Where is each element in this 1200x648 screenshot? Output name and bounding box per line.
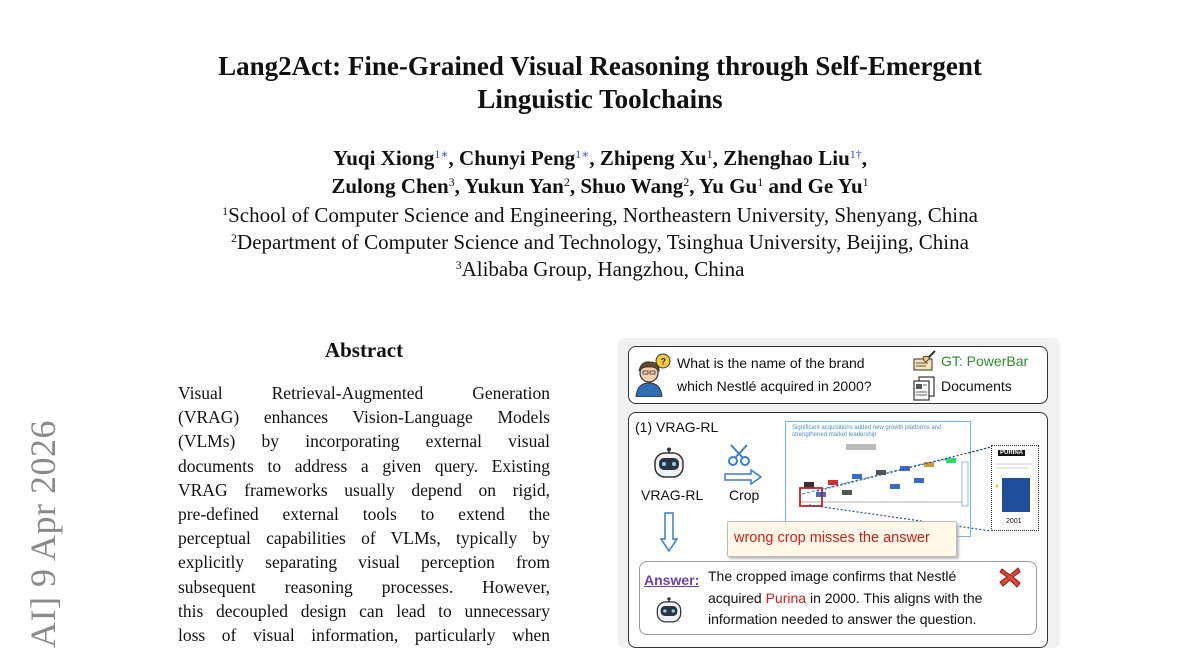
abstract-line: pre-defined external tools to extend the <box>178 504 550 525</box>
chart-caption: Significant acquisitions added new growth platforms and strengthened market leadership <box>792 425 942 438</box>
author-mark: 2 <box>563 175 570 189</box>
title-line-2: Linguistic Toolchains <box>477 84 723 114</box>
author-and: and <box>768 174 803 198</box>
author-mark: 1∗ <box>434 147 449 161</box>
author-mark: 3 <box>448 175 455 189</box>
author-mark: 2 <box>683 175 690 189</box>
author-mark: 1 <box>862 175 869 189</box>
ground-truth-label: GT: PowerBar <box>941 353 1029 369</box>
affiliation-mark: 3 <box>455 258 462 272</box>
documents-icon <box>911 375 937 401</box>
zoomed-crop-image <box>991 445 1039 531</box>
author-line-2: Zulong Chen$^3$, Yukun Yan$^2$, Shuo Wang$^2$, Yu Gu$^1$ and Ge Yu$^1$ <box>331 174 869 198</box>
answer-text: acquired <box>708 590 766 606</box>
zoom-logo-text: PURINA <box>1000 450 1024 456</box>
abstract-line: loss of visual information, particularly when <box>178 625 550 646</box>
affiliation-list <box>0 202 1200 283</box>
affiliation-mark: 1 <box>222 204 229 218</box>
author-name: Yukun Yan <box>464 174 564 198</box>
documents-label: Documents <box>941 378 1012 394</box>
author-mark: 1† <box>849 147 862 161</box>
error-callout <box>727 521 957 557</box>
author-line-1: Yuqi Xiong$^{1∗}$, Chunyi Peng$^{1∗}$, Zhipeng Xu$^1$, Zhenghao Liu$^{1\dagger}$, <box>333 146 867 170</box>
query-line-1: What is the name of the brand <box>677 355 865 371</box>
robot-icon <box>654 596 684 626</box>
right-arrow-icon <box>723 469 763 485</box>
query-line-2: which Nestlé acquired in 2000? <box>677 378 872 394</box>
abstract-line: explicitly separating visual perception from <box>178 552 550 573</box>
abstract-line: subsequent reasoning processes. However, <box>178 576 550 597</box>
author-name: Zulong Chen <box>331 174 449 198</box>
author-name: Ge Yu <box>807 174 863 198</box>
vrag-rl-panel <box>628 412 1048 648</box>
answer-line-3: information needed to answer the question. <box>708 611 977 627</box>
abstract-line: documents to address a given query. Existing <box>178 455 550 476</box>
abstract-heading: Abstract <box>324 338 404 362</box>
paper-title <box>0 50 1200 116</box>
author-name: Zhipeng Xu <box>599 146 707 170</box>
teaser-figure <box>618 338 1060 648</box>
author-name: Zhenghao Liu <box>723 146 850 170</box>
robot-icon <box>651 447 687 481</box>
arxiv-stamp: AI] 9 Apr 2026 <box>23 420 63 648</box>
answer-wrong-brand: Purina <box>765 590 807 606</box>
user-avatar-icon <box>633 353 673 397</box>
author-mark: 1∗ <box>575 147 590 161</box>
affiliation-text: School of Computer Science and Engineering, Northeastern University, Shenyang, China <box>228 203 978 227</box>
callout-text: wrong crop misses the answer <box>734 530 930 546</box>
title-line-1: Lang2Act: Fine-Grained Visual Reasoning through Self-Emergent <box>218 51 982 81</box>
abstract-body <box>178 381 550 647</box>
abstract-line: VRAG frameworks usually depend on rigid, <box>178 479 550 500</box>
author-name: Shuo Wang <box>580 174 684 198</box>
wrong-x-icon <box>998 566 1022 588</box>
abstract-line: Visual Retrieval-Augmented Generation <box>178 383 550 403</box>
author-mark: 1 <box>757 175 764 189</box>
section-label: (1) VRAG-RL <box>635 419 719 435</box>
down-arrow-icon <box>659 511 679 553</box>
query-panel <box>628 346 1048 404</box>
abstract-line: (VRAG) enhances Vision-Language Models <box>178 407 550 428</box>
author-name: Yu Gu <box>699 174 758 198</box>
svg-text:?: ? <box>660 356 666 367</box>
crop-label: Crop <box>729 487 760 503</box>
abstract-line: (VLMs) by incorporating external visual <box>178 431 550 452</box>
writing-hand-icon <box>911 349 937 373</box>
affiliation <box>0 229 1200 256</box>
answer-label: Answer: <box>644 572 700 588</box>
answer-line-2 <box>708 590 982 606</box>
affiliation-text: Alibaba Group, Hangzhou, China <box>461 257 745 281</box>
agent-label: VRAG-RL <box>641 487 704 503</box>
abstract-line: this decoupled design can lead to unnecessary <box>178 600 550 621</box>
abstract-line: perceptual capabilities of VLMs, typically by <box>178 528 550 549</box>
affiliation <box>0 256 1200 283</box>
author-name: Yuqi Xiong <box>333 146 435 170</box>
answer-line-1: The cropped image confirms that Nestlé <box>708 568 957 584</box>
author-list <box>0 144 1200 200</box>
affiliation-text: Department of Computer Science and Technology, Tsinghua University, Beijing, China <box>237 230 969 254</box>
author-name: Chunyi Peng <box>459 146 576 170</box>
scissors-icon <box>727 443 753 467</box>
zoom-year: 2001 <box>1006 518 1022 525</box>
author-mark: 1 <box>706 147 713 161</box>
answer-box <box>639 561 1037 635</box>
affiliation-mark: 2 <box>231 231 238 245</box>
affiliation <box>0 202 1200 229</box>
answer-text: in 2000. This aligns with the <box>806 590 983 606</box>
